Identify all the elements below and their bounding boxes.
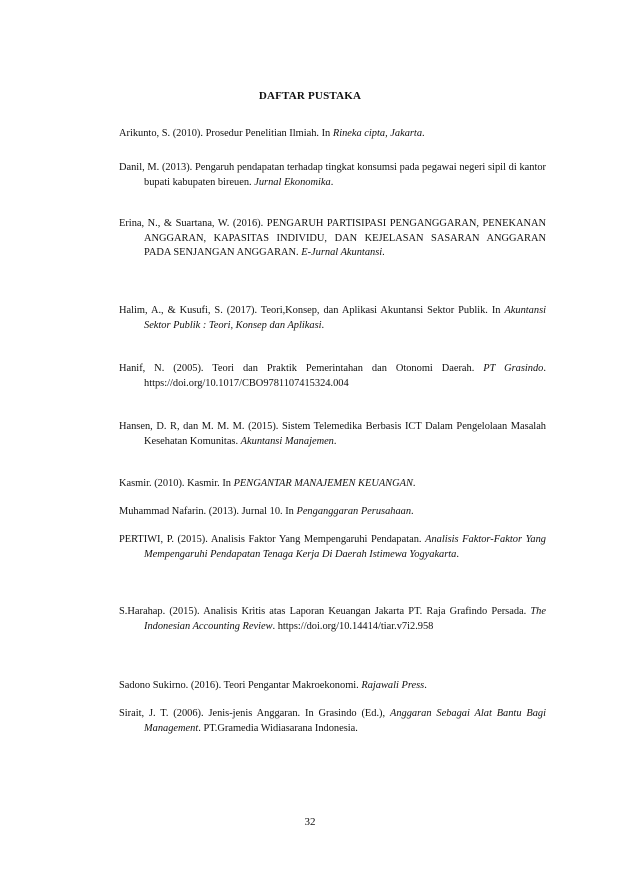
reference-source: Akuntansi Sektor Publik : Teori, Konsep dan Aplikasi [144, 305, 546, 331]
reference-item [119, 217, 546, 261]
reference-text: Hanif, N. (2005). Teori dan Praktik Pemerintahan dan Otonomi Daerah. [119, 363, 484, 374]
reference-source: Rajawali Press [361, 680, 425, 691]
reference-text: Danil, M. (2013). Pengaruh pendapatan terhadap tingkat konsumsi pada pegawai negeri sipil di kantor bupati kabupaten bireuen. [119, 162, 546, 188]
reference-tail: . https://doi.org/10.14414/tiar.v7i2.958 [272, 620, 434, 632]
reference-tail: . [321, 319, 325, 331]
reference-item [119, 707, 546, 736]
reference-tail: . [424, 680, 427, 691]
reference-tail: . [411, 506, 414, 517]
reference-tail: . [382, 247, 385, 258]
reference-tail: . https://doi.org/10.1017/CBO9781107415324.004 [144, 363, 546, 389]
reference-item [119, 161, 546, 190]
reference-text: Sirait, J. T. (2006). Jenis-jenis Anggaran. In Grasindo (Ed.), [119, 708, 390, 719]
page-number: 32 [304, 816, 316, 828]
reference-tail: . [330, 176, 334, 188]
reference-source: Jurnal Ekonomika [254, 176, 331, 188]
reference-item [119, 605, 546, 634]
reference-text: Arikunto, S. (2010). Prosedur Penelitian Ilmiah. In [119, 128, 333, 139]
reference-item [119, 362, 546, 391]
reference-tail: . [422, 128, 425, 139]
reference-text: PERTIWI, P. (2015). Analisis Faktor Yang Mempengaruhi Pendapatan. [119, 534, 426, 545]
reference-item [119, 679, 546, 694]
reference-item [119, 127, 546, 142]
reference-tail: . PT.Gramedia Widiasarana Indonesia. [198, 722, 358, 734]
reference-source: PT Grasindo [483, 363, 544, 374]
reference-source: Rineka cipta, Jakarta [332, 128, 423, 139]
reference-text: Halim, A., & Kusufi, S. (2017). Teori,Konsep, dan Aplikasi Akuntansi Sektor Publik. In [119, 305, 505, 316]
reference-text: Erina, N., & Suartana, W. (2016). PENGARUH PARTISIPASI PENGANGGARAN, PENEKANAN ANGGARAN, KAPASITAS INDIVIDU, DAN KEJELASAN SASARAN ANGGARAN PADA SENJANGAN ANGGARAN. [119, 218, 546, 258]
reference-tail: . [412, 478, 416, 489]
reference-item [119, 505, 546, 520]
reference-source: Anggaran Sebagai Alat Bantu Bagi Management [144, 708, 546, 734]
reference-item [119, 304, 546, 333]
reference-text: Hansen, D. R, dan M. M. M. (2015). Sistem Telemedika Berbasis ICT Dalam Pengelolaan Masalah Kesehatan Komunitas. [119, 421, 546, 447]
reference-text: Muhammad Nafarin. (2013). Jurnal 10. In [119, 506, 297, 517]
reference-source: Penganggaran Perusahaan [296, 506, 412, 517]
reference-text: Sadono Sukirno. (2016). Teori Pengantar Makroekonomi. [119, 680, 362, 691]
reference-tail: . [456, 548, 459, 560]
reference-text: Kasmir. (2010). Kasmir. In [119, 478, 234, 489]
reference-source: E-Jurnal Akuntansi [301, 247, 383, 258]
reference-source: Analisis Faktor-Faktor Yang Mempengaruhi Pendapatan Tenaga Kerja Di Daerah Istimewa Yogyakarta [144, 534, 546, 560]
reference-item [119, 477, 546, 492]
page-title: DAFTAR PUSTAKA [258, 90, 362, 102]
reference-text: S.Harahap. (2015). Analisis Kritis atas Laporan Keuangan Jakarta PT. Raja Grafindo Persada. [119, 606, 531, 617]
reference-item [119, 533, 546, 562]
reference-source: PENGANTAR MANAJEMEN KEUANGAN [233, 478, 413, 489]
reference-item [119, 420, 546, 449]
reference-tail: . [333, 435, 337, 447]
reference-source: Akuntansi Manajemen [240, 435, 334, 447]
reference-source: The Indonesian Accounting Review [144, 606, 546, 632]
